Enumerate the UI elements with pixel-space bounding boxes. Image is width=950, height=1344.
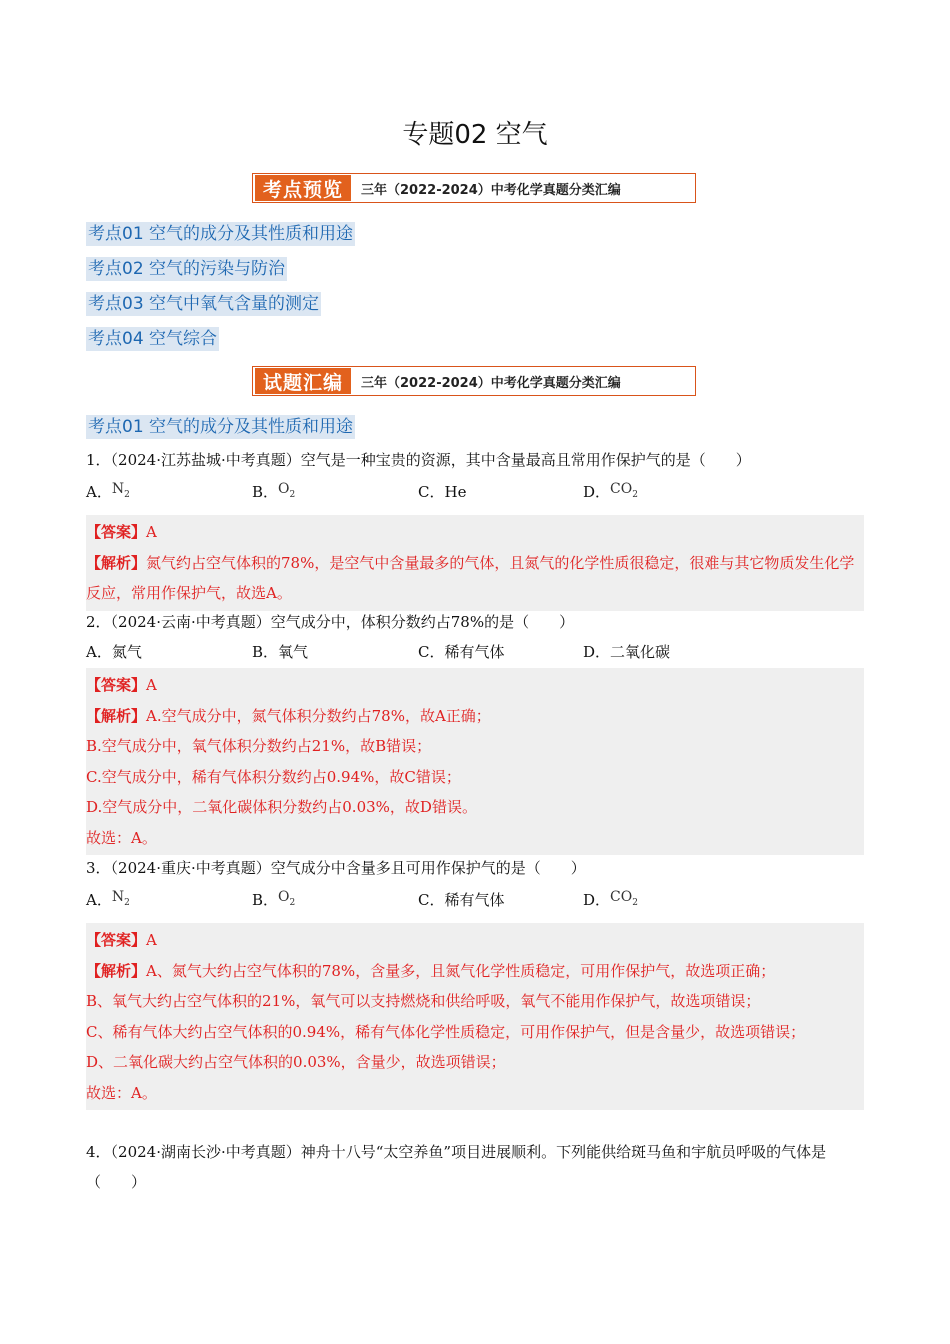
toc-item[interactable]: 考点02 空气的污染与防治 — [88, 259, 286, 279]
analysis-line: D、二氧化碳大约占空气体积的0.03%，含量少，故选项错误； — [86, 1053, 506, 1071]
banner-tag: 考点预览 — [255, 175, 351, 201]
option-d: D．$CO_2$ — [583, 481, 638, 501]
option-c: C．稀有气体 — [418, 891, 505, 909]
option-c: C．稀有气体 — [418, 643, 505, 661]
answer-line: 【答案】A — [86, 523, 157, 541]
section-heading: 考点01 空气的成分及其性质和用途 — [88, 417, 354, 437]
toc-item[interactable]: 考点01 空气的成分及其性质和用途 — [88, 224, 354, 244]
banner-subtitle: 三年（2022-2024）中考化学真题分类汇编 — [361, 375, 621, 391]
question-options — [86, 481, 866, 509]
toc-item[interactable]: 考点04 空气综合 — [88, 329, 218, 349]
analysis-line: 【解析】A、氮气大约占空气体积的78%，含量多，且氮气化学性质稳定，可用作保护气，故选项正确； — [86, 961, 776, 980]
option-d: D．$CO_2$ — [583, 889, 638, 909]
question-options — [86, 889, 866, 917]
preview-banner — [252, 173, 696, 203]
analysis-line: C、稀有气体大约占空气体积的0.94%，稀有气体化学性质稳定，可用作保护气，但是含量少，故选项错误； — [86, 1022, 806, 1041]
answer-line: 【答案】A — [86, 931, 157, 949]
analysis-line: 故选：A。 — [86, 828, 157, 847]
analysis-line: 故选：A。 — [86, 1083, 157, 1102]
answer-box — [86, 668, 864, 855]
analysis-line: D.空气成分中，二氧化碳体积分数约占0.03%，故D错误。 — [86, 798, 477, 816]
option-a: A．$N_2$ — [86, 481, 130, 501]
question-stem: 4．（2024·湖南长沙·中考真题）神舟十八号“太空养鱼”项目进展顺利。下列能供给斑马鱼和宇航员呼吸的气体是（ ） — [86, 1143, 827, 1191]
answer-box — [86, 515, 864, 611]
option-c: C．He — [418, 483, 467, 501]
toc-item[interactable]: 考点03 空气中氧气含量的测定 — [88, 294, 320, 314]
question-stem: 2．（2024·云南·中考真题）空气成分中，体积分数约占78%的是（ ） — [86, 613, 575, 631]
option-d: D．二氧化碳 — [583, 643, 671, 661]
question-stem: 3．（2024·重庆·中考真题）空气成分中含量多且可用作保护气的是（ ） — [86, 859, 586, 877]
analysis-line: C.空气成分中，稀有气体积分数约占0.94%，故C错误； — [86, 767, 461, 786]
questions-banner — [252, 366, 696, 396]
analysis-line: B.空气成分中，氧气体积分数约占21%，故B错误； — [86, 737, 432, 755]
option-b: B．$O_2$ — [252, 889, 296, 909]
option-b: B．氧气 — [252, 643, 309, 661]
option-a: A．$N_2$ — [86, 889, 130, 909]
option-b: B．$O_2$ — [252, 481, 296, 501]
banner-subtitle: 三年（2022-2024）中考化学真题分类汇编 — [361, 182, 621, 198]
question-stem: 1．（2024·江苏盐城·中考真题）空气是一种宝贵的资源，其中含量最高且常用作保护气的是（ ） — [86, 451, 751, 469]
analysis-line: 【解析】A.空气成分中，氮气体积分数约占78%，故A正确； — [86, 706, 491, 725]
option-a: A．氮气 — [86, 643, 142, 661]
answer-line: 【答案】A — [86, 676, 157, 694]
page-title: 专题02 空气 — [402, 120, 548, 150]
analysis-line: B、氧气大约占空气体积的21%，氧气可以支持燃烧和供给呼吸，氧气不能用作保护气，故选项错误； — [86, 992, 761, 1010]
banner-tag: 试题汇编 — [255, 368, 351, 394]
question-options — [86, 641, 866, 669]
answer-box — [86, 923, 864, 1110]
analysis-line: 【解析】氮气约占空气体积的78%，是空气中含量最多的气体，且氮气的化学性质很稳定，很难与其它物质发生化学反应，常用作保护气，故选A。 — [86, 553, 855, 602]
